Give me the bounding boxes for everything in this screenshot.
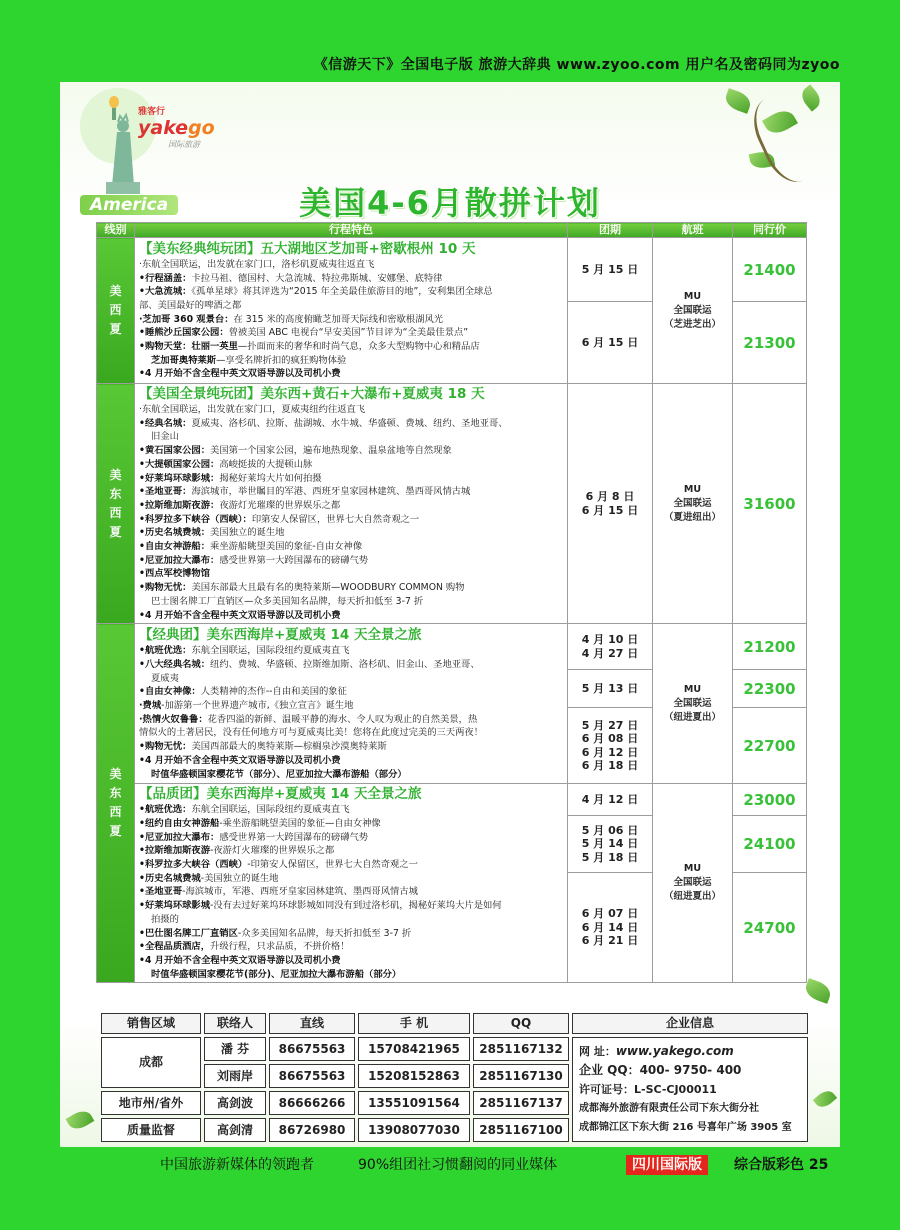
itinerary-line-bold: 时值华盛顿国家樱花节(部分)、尼亚加拉大瀑布游船（部分）: [151, 968, 402, 980]
contact-name: 刘雨岸: [204, 1064, 266, 1088]
price-cell: [733, 816, 807, 872]
itinerary-line: [139, 272, 563, 286]
flight-line: （芝进芝出）: [663, 318, 721, 330]
itinerary-line: [139, 299, 563, 313]
itinerary-line: [139, 567, 563, 581]
contact-tel[interactable]: 86675563: [269, 1064, 355, 1088]
itinerary-line: [139, 768, 563, 782]
price-value: 31600: [743, 494, 796, 513]
itinerary-cell: [135, 624, 568, 784]
itinerary-line: [139, 499, 563, 513]
itinerary-line-text: 巴士图名牌工厂直销区—众多美国知名品牌，每天折扣低至 3-7 折: [151, 595, 424, 607]
itinerary-line: [139, 885, 563, 899]
contact-qq[interactable]: 2851167130: [473, 1064, 569, 1088]
departure-date: 6 月 21 日: [581, 934, 639, 948]
corp-qq: 企业 QQ：400- 9750- 400: [579, 1063, 742, 1077]
yakego-logo: [138, 104, 215, 150]
departure-date: 4 月 10 日: [581, 633, 639, 647]
itinerary-line-text: -美国独立的诞生地: [200, 872, 279, 884]
footer-badge: 四川国际版: [626, 1155, 708, 1175]
itinerary-line: [139, 913, 563, 927]
contact-header-mobile: 手 机: [358, 1013, 470, 1034]
footer-slogan-1: 中国旅游新媒体的领跑者: [160, 1157, 314, 1173]
price-cell: [733, 624, 807, 670]
region-label: [97, 384, 135, 624]
itinerary-line-bold: 芝加哥奥特莱斯: [151, 354, 217, 366]
itinerary-line: [139, 803, 563, 817]
col-header-price: 同行价: [733, 223, 807, 238]
route-row: [97, 384, 807, 624]
itinerary-line-text: 美国东部最大且最有名的奥特莱斯—WOODBURY COMMON 购物: [191, 582, 465, 594]
itinerary-line: [139, 595, 563, 609]
footer-bar: [0, 1150, 900, 1180]
itinerary-line-bold: •购物无忧：: [139, 582, 192, 594]
itinerary-line: [139, 340, 563, 354]
route-row: [97, 624, 807, 670]
departure-date: 5 月 15 日: [581, 262, 639, 276]
flight-line: 全国联运: [673, 877, 712, 889]
itinerary-line: [139, 326, 563, 340]
itinerary-line-bold: •购物无忧：: [139, 741, 192, 753]
itinerary-line: [139, 754, 563, 768]
itinerary-line: [139, 540, 563, 554]
itinerary-line-bold: •巴仕图名牌工厂直销区: [139, 927, 238, 939]
itinerary-line: [139, 672, 563, 686]
itinerary-line: [139, 458, 563, 472]
itinerary-line: [139, 713, 563, 727]
itinerary-line-bold: •自由女神游船：: [139, 541, 211, 553]
corp-address: 成都锦江区下东大街 216 号喜年广场 3905 室: [579, 1122, 792, 1133]
contact-qq[interactable]: 2851167137: [473, 1091, 569, 1115]
itinerary-line: [139, 726, 563, 740]
itinerary-line-text: 海滨城市，举世瞩目的军港、西班牙皇家园林建筑、墨西哥风情古城: [191, 486, 471, 498]
region-label: [97, 624, 135, 983]
departure-date: 5 月 13 日: [581, 682, 639, 695]
region-label: [97, 238, 135, 384]
itinerary-line-text: 感受世界第一大跨国瀑布的磅礴气势: [219, 554, 369, 566]
itinerary-line-text: 在 315 米的高度俯瞰芝加哥天际线和密歇根湖风光: [233, 313, 444, 325]
contact-name: 高剑波: [204, 1091, 266, 1115]
itinerary-line-bold: •拉斯维加斯夜游：: [139, 499, 220, 511]
departure-date: 6 月 8 日: [585, 490, 635, 504]
corp-web: 网 址：www.yakego.com: [579, 1044, 734, 1058]
contact-header-tel: 直线: [269, 1013, 355, 1034]
itinerary-line-text: 感受世界第一大跨国瀑布的磅礴气势: [219, 831, 369, 843]
contact-qq[interactable]: 2851167100: [473, 1118, 569, 1142]
region-char: 西: [109, 303, 122, 317]
itinerary-line-bold: ·芝加哥 360 观景台：: [139, 313, 234, 325]
itinerary-line-text: -加游第一个世界遗产城市,《独立宣言》诞生地: [161, 700, 354, 712]
itinerary-line: [139, 472, 563, 486]
itinerary-line-bold: •纽约自由女神游船: [139, 817, 220, 829]
itinerary-line-bold: •经典名城：: [139, 417, 192, 429]
footer-slogan-2: 90%组团社习惯翻阅的同业媒体: [358, 1157, 558, 1173]
itinerary-line: [139, 899, 563, 913]
region-char: 西: [109, 505, 122, 520]
itinerary-title: 【经典团】美东西海岸+夏威夷 14 天全景之旅: [139, 627, 422, 644]
region-char: 美: [109, 767, 122, 782]
itinerary-line: [139, 513, 563, 527]
itinerary-line-text: 印第安人保留区，世界七大自然奇观之一: [251, 513, 420, 525]
itinerary-line-text: 升级行程，只求品质，不拼价格！: [210, 941, 350, 953]
contact-tel[interactable]: 86675563: [269, 1037, 355, 1061]
price-value: 21200: [743, 637, 796, 656]
itinerary-line-bold: •圣地亚哥: [139, 886, 183, 898]
itinerary-line-bold: •自由女神像：: [139, 686, 201, 698]
itinerary-line: [139, 968, 563, 982]
departure-dates: [568, 670, 653, 708]
itinerary-line: [139, 685, 563, 699]
flight-info: [653, 238, 733, 384]
itinerary-line-bold: ·费城: [139, 700, 162, 712]
price-cell: [733, 384, 807, 624]
itinerary-line-text: 高峻挺拔的大提顿山脉: [219, 458, 313, 470]
itinerary-line-bold: •4 月开始不含全程中英文双语导游以及司机小费: [139, 754, 341, 766]
itinerary-line-bold: •4 月开始不含全程中英文双语导游以及司机小费: [139, 368, 341, 380]
itinerary-line-text: 美国独立的诞生地: [210, 527, 285, 539]
price-cell: [733, 708, 807, 784]
routes-table: [96, 222, 807, 983]
itinerary-cell: [135, 784, 568, 983]
corp-company: 成都海外旅游有限责任公司下东大街分社: [579, 1103, 759, 1114]
itinerary-line-text: 东航全国联运，国际段纽约夏威夷直飞: [191, 804, 350, 816]
logo-sub: 国际旅游: [168, 140, 200, 149]
itinerary-line: [139, 554, 563, 568]
itinerary-line: [139, 609, 563, 623]
departure-date: 4 月 27 日: [581, 646, 639, 660]
price-value: 23000: [743, 790, 796, 809]
region-char: 东: [109, 786, 122, 801]
itinerary-line: [139, 644, 563, 658]
itinerary-line-text: 纽约、费城、华盛顿、拉斯维加斯、洛杉矶、旧金山、圣地亚哥、: [210, 658, 480, 670]
region-char: 西: [109, 805, 122, 820]
itinerary-line-bold: •全程品质酒店，: [139, 941, 211, 953]
departure-dates: [568, 302, 653, 384]
col-header-flight: 航班: [653, 223, 733, 238]
region-char: 美: [109, 467, 122, 482]
itinerary-line-text: -印第安人保留区，世界七大自然奇观之一: [247, 859, 418, 871]
itinerary-line-text: 人类精神的杰作--自由和美国的象征: [200, 686, 347, 698]
itinerary-line-text: 乘坐游船眺望美国的象征-自由女神像: [210, 541, 363, 553]
price-value: 22300: [743, 679, 796, 698]
itinerary-line: [139, 417, 563, 431]
departure-date: 5 月 14 日: [581, 837, 639, 851]
itinerary-line-text: 揭秘好莱坞大片如何拍摄: [219, 472, 322, 484]
flight-info: [653, 384, 733, 624]
itinerary-line-bold: •睡熊沙丘国家公园：: [139, 327, 229, 339]
itinerary-line-text: 情似火的土著居民，没有任何地方可与夏威夷比美！您将在此度过完美的三天两夜！: [139, 727, 483, 739]
itinerary-line: [139, 367, 563, 381]
departure-date: 6 月 14 日: [581, 920, 639, 934]
departure-date: 6 月 15 日: [581, 335, 639, 349]
itinerary-line-text: 旧金山: [151, 431, 179, 443]
america-label: America: [80, 195, 178, 215]
footer-edition: 综合版彩色 25: [734, 1157, 829, 1173]
itinerary-cell: [135, 238, 568, 384]
itinerary-line-text: 拍摄的: [151, 913, 179, 925]
itinerary-line: [139, 485, 563, 499]
region-char: 东: [109, 486, 122, 501]
itinerary-line-bold: •圣地亚哥：: [139, 486, 192, 498]
departure-date: 4 月 12 日: [581, 793, 639, 807]
contact-mobile[interactable]: 13551091564: [358, 1091, 470, 1115]
itinerary-line-text: -众多美国知名品牌，每天折扣低至 3-7 折: [237, 927, 412, 939]
table-header-row: [97, 223, 807, 238]
flight-line: MU: [683, 483, 702, 495]
itinerary-line-text: 卡拉马祖、德国村、大急流城、特拉弗斯城、安娜堡、底特律: [191, 272, 443, 284]
itinerary-line: [139, 258, 563, 272]
itinerary-line: [139, 285, 563, 299]
itinerary-line-text: ·东航全国联运，出发就在家门口，洛杉矶夏威夷往返直飞: [139, 258, 375, 270]
itinerary-line-bold: •购物天堂：壮丽一英里: [139, 341, 238, 353]
departure-date: 6 月 12 日: [581, 745, 639, 759]
itinerary-line-bold: •科罗拉多大峡谷（西峡）: [139, 859, 248, 871]
logo-en: yakego: [138, 117, 215, 139]
itinerary-line-text: -没有去过好莱坞环球影城如同没有到过洛杉矶，揭秘好莱坞大片是如何: [210, 900, 502, 912]
departure-dates: [568, 624, 653, 670]
price-cell: [733, 872, 807, 983]
itinerary-line-text: -海滨城市，军港、西班牙皇家园林建筑、墨西哥风情古城: [182, 886, 418, 898]
itinerary-line-bold: ·热情火奴鲁鲁：: [139, 713, 208, 725]
departure-date: 5 月 18 日: [581, 850, 639, 864]
price-value: 24700: [743, 918, 796, 937]
contact-row: [101, 1037, 808, 1061]
contact-qq[interactable]: 2851167132: [473, 1037, 569, 1061]
contact-area: 质量监督: [101, 1118, 201, 1142]
itinerary-line-bold: •八大经典名城：: [139, 658, 211, 670]
contact-name: 高剑清: [204, 1118, 266, 1142]
itinerary-line: [139, 444, 563, 458]
region-char: 夏: [109, 322, 122, 336]
itinerary-line-bold: •拉斯维加斯夜游: [139, 845, 211, 857]
itinerary-line-bold: •黄石国家公园：: [139, 445, 211, 457]
itinerary-line-text: 东航全国联运，国际段纽约夏威夷直飞: [191, 645, 350, 657]
price-cell: [733, 302, 807, 384]
contact-tel[interactable]: 86666266: [269, 1091, 355, 1115]
flight-line: MU: [683, 683, 702, 695]
price-cell: [733, 238, 807, 302]
itinerary-line-bold: •4 月开始不含全程中英文双语导游以及司机小费: [139, 954, 341, 966]
price-cell: [733, 670, 807, 708]
itinerary-line-text: —享受名牌折扣的疯狂购物体验: [216, 354, 347, 366]
contact-header-row: [101, 1013, 808, 1034]
contact-header-area: 销售区域: [101, 1013, 201, 1034]
itinerary-line: [139, 858, 563, 872]
itinerary-cell: [135, 384, 568, 624]
contact-area: 成都: [101, 1037, 201, 1088]
departure-dates: [568, 238, 653, 302]
departure-dates: [568, 784, 653, 816]
itinerary-line-text: 部、美国最好的啤酒之都: [139, 299, 242, 311]
flight-info: [653, 784, 733, 983]
itinerary-line-bold: •行程涵盖：: [139, 272, 192, 284]
itinerary-line-text: 曾被美国 ABC 电视台“早安美国”节目评为“全美最佳景点”: [228, 327, 469, 339]
departure-date: 6 月 15 日: [581, 503, 639, 517]
itinerary-line-bold: 时值华盛顿国家樱花节（部分）、尼亚加拉大瀑布游船（部分）: [151, 768, 407, 780]
price-value: 24100: [743, 835, 796, 854]
flight-line: （夏进纽出）: [663, 511, 721, 523]
itinerary-line: [139, 954, 563, 968]
itinerary-line-text: —扑面而来的奢华和时尚气息，众多大型购物中心和精品店: [237, 341, 480, 353]
itinerary-line-bold: •尼亚加拉大瀑布：: [139, 554, 220, 566]
itinerary-line-bold: •好莱坞环球影城：: [139, 472, 220, 484]
itinerary-line: [139, 872, 563, 886]
header-bar: [0, 48, 900, 82]
itinerary-line: [139, 740, 563, 754]
itinerary-line-bold: •西点军校博物馆: [139, 568, 211, 580]
price-value: 21300: [743, 333, 796, 352]
itinerary-title: 【美国全景纯玩团】美东西+黄石+大瀑布+夏威夷 18 天: [139, 386, 485, 402]
page-title: 美国4-6月散拼计划: [299, 184, 601, 222]
itinerary-line-text: 花香四溢的新鲜、温暖平静的海水、令人叹为观止的自然美景，热: [207, 713, 478, 725]
brochure-page: [60, 82, 840, 1147]
itinerary-line: [139, 817, 563, 831]
contact-mobile[interactable]: 15208152863: [358, 1064, 470, 1088]
itinerary-line-text: 夏威夷、洛杉矶、拉斯、盐湖城、水牛城、华盛顿、费城、纽约、圣地亚哥、: [191, 417, 508, 429]
itinerary-line: [139, 430, 563, 444]
itinerary-line: [139, 354, 563, 368]
itinerary-line-text: 美国第一个国家公园，遍布地热现象、温泉盆地等自然现象: [210, 445, 452, 457]
contact-tel[interactable]: 86726980: [269, 1118, 355, 1142]
departure-dates: [568, 384, 653, 624]
departure-date: 5 月 27 日: [581, 718, 639, 732]
itinerary-line-text: -夜游灯火璀璨的世界娱乐之都: [210, 845, 335, 857]
itinerary-line-bold: •尼亚加拉大瀑布：: [139, 831, 220, 843]
itinerary-line: [139, 403, 563, 417]
itinerary-line: [139, 831, 563, 845]
flight-line: MU: [683, 290, 702, 302]
price-value: 21400: [743, 260, 796, 279]
corp-license: 许可证号：L-SC-CJ00011: [579, 1083, 717, 1096]
contact-header-corp: 企业信息: [572, 1013, 808, 1034]
logo-cn: 雅客行: [138, 107, 166, 117]
col-header-dates: 团期: [568, 223, 653, 238]
contact-mobile[interactable]: 13908077030: [358, 1118, 470, 1142]
contact-table: [98, 1010, 811, 1145]
itinerary-line: [139, 313, 563, 327]
itinerary-line-bold: •4 月开始不含全程中英文双语导游以及司机小费: [139, 609, 341, 621]
itinerary-line: [139, 844, 563, 858]
itinerary-line-text: ·东航全国联运，出发就在家门口，夏威夷纽约往返直飞: [139, 404, 366, 415]
region-char: 美: [109, 284, 122, 298]
region-char: 夏: [109, 824, 122, 839]
route-row: [97, 238, 807, 302]
itinerary-line-bold: •科罗拉多下峡谷（西峡）：: [139, 513, 252, 525]
flight-line: MU: [683, 863, 702, 875]
itinerary-line-text: 《孤单星球》将其评选为“2015 年全美最佳旅游目的地”，安利集团全球总: [191, 286, 493, 298]
col-header-region: 线别: [97, 223, 135, 238]
itinerary-line-bold: •历史名城费城: [139, 872, 201, 884]
departure-dates: [568, 816, 653, 872]
col-header-itinerary: 行程特色: [135, 223, 568, 238]
itinerary-line: [139, 699, 563, 713]
itinerary-line: [139, 658, 563, 672]
corp-website-link[interactable]: www.yakego.com: [615, 1044, 734, 1058]
itinerary-line-text: 夏威夷: [151, 672, 179, 684]
itinerary-line-bold: •历史名城费城：: [139, 527, 211, 539]
itinerary-line: [139, 526, 563, 540]
departure-dates: [568, 872, 653, 983]
contact-header-qq: QQ: [473, 1013, 569, 1034]
itinerary-line: [139, 927, 563, 941]
flight-line: （纽进夏出）: [663, 891, 721, 903]
contact-name: 潘 芬: [204, 1037, 266, 1061]
itinerary-line-text: -乘坐游船眺望美国的象征—自由女神像: [219, 817, 381, 829]
route-row: [97, 784, 807, 816]
departure-date: 6 月 08 日: [581, 732, 639, 746]
price-cell: [733, 784, 807, 816]
contact-header-name: 联络人: [204, 1013, 266, 1034]
itinerary-line-bold: •航班优选：: [139, 645, 192, 657]
itinerary-line-text: 美国西部最大的奥特莱斯—棕榈泉沙漠奥特莱斯: [191, 741, 387, 753]
header-text: 《信游天下》全国电子版 旅游大辞典 www.zyoo.com 用户名及密码同为zyoo: [313, 57, 840, 73]
corp-info: [572, 1037, 808, 1142]
flight-line: （纽进夏出）: [663, 711, 721, 723]
itinerary-line-bold: •好莱坞环球影城: [139, 900, 211, 912]
flight-info: [653, 624, 733, 784]
itinerary-line-bold: •大急流城：: [139, 286, 192, 298]
departure-date: 6 月 07 日: [581, 907, 639, 921]
departure-dates: [568, 708, 653, 784]
contact-area: 地市州/省外: [101, 1091, 201, 1115]
departure-date: 6 月 18 日: [581, 759, 639, 773]
flight-line: 全国联运: [673, 497, 712, 509]
itinerary-line-bold: •航班优选：: [139, 804, 192, 816]
itinerary-line: [139, 581, 563, 595]
departure-date: 5 月 06 日: [581, 823, 639, 837]
itinerary-line: [139, 940, 563, 954]
itinerary-line-text: 夜游灯光璀璨的世界娱乐之都: [219, 499, 341, 511]
flight-line: 全国联运: [673, 304, 712, 316]
price-value: 22700: [743, 736, 796, 755]
contact-mobile[interactable]: 15708421965: [358, 1037, 470, 1061]
itinerary-line-bold: •大提顿国家公园：: [139, 458, 220, 470]
itinerary-title: 【美东经典纯玩团】五大湖地区芝加哥+密歇根州 10 天: [139, 240, 476, 257]
flight-line: 全国联运: [673, 697, 712, 709]
itinerary-title: 【品质团】美东西海岸+夏威夷 14 天全景之旅: [139, 786, 422, 803]
region-char: 夏: [109, 524, 122, 539]
